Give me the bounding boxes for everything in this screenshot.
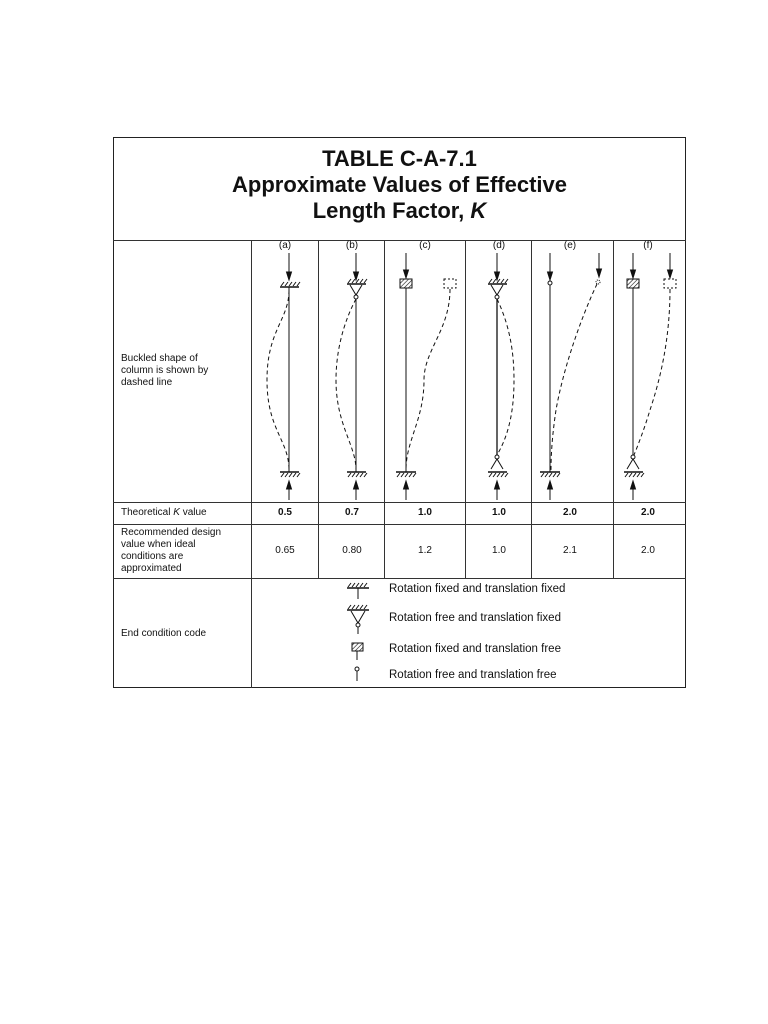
column-diagram-d (488, 253, 514, 500)
legend-symbol-free-free (355, 667, 359, 681)
legend-text-fixed-free: Rotation fixed and translation free (389, 643, 561, 655)
title-line-2: Approximate Values of Effective (232, 172, 567, 197)
theoretical-value-a: 0.5 (278, 507, 292, 518)
legend-symbol-free-fixed (347, 605, 369, 634)
recommended-label-line-1: Recommended design (121, 527, 222, 538)
theoretical-value-c: 1.0 (418, 507, 432, 518)
title-k-symbol: K (470, 198, 487, 223)
recommended-label-line-4: approximated (121, 563, 182, 574)
theoretical-value-b: 0.7 (345, 507, 359, 518)
title-line-1: TABLE C-A-7.1 (322, 146, 477, 171)
legend-symbol-fixed-free (352, 643, 363, 660)
theoretical-value-e: 2.0 (563, 507, 577, 518)
end-condition-label: End condition code (121, 628, 207, 639)
recommended-value-f: 2.0 (641, 545, 655, 556)
column-diagram-c (396, 253, 456, 500)
theoretical-value-d: 1.0 (492, 507, 506, 518)
column-diagram-f (624, 253, 676, 500)
column-label-b: (b) (345, 240, 359, 251)
theoretical-label-post: value (179, 507, 207, 518)
title-line-3-text: Length Factor, (312, 198, 471, 223)
column-label-c: (c) (419, 240, 431, 251)
column-label-a: (a) (278, 240, 292, 251)
buckled-label-line-2: column is shown by (121, 365, 209, 376)
theoretical-label-k: K (173, 507, 180, 518)
column-label-f: (f) (643, 240, 653, 251)
legend-text-free-free: Rotation free and translation free (389, 669, 557, 681)
recommended-value-b: 0.80 (342, 545, 362, 556)
buckled-label-line-3: dashed line (121, 377, 173, 388)
legend-symbol-fixed-fixed (347, 583, 369, 599)
theoretical-label-pre: Theoretical (121, 507, 174, 518)
legend-text-free-fixed: Rotation free and translation fixed (389, 612, 561, 624)
buckled-label-line-1: Buckled shape of (121, 353, 198, 364)
theoretical-value-f: 2.0 (641, 507, 655, 518)
recommended-label-line-2: value when ideal (121, 539, 196, 550)
column-label-e: (e) (563, 240, 577, 251)
recommended-value-e: 2.1 (563, 545, 577, 556)
column-diagram-a (267, 253, 300, 500)
recommended-value-d: 1.0 (492, 545, 506, 556)
column-label-d: (d) (492, 240, 506, 251)
recommended-value-a: 0.65 (275, 545, 295, 556)
recommended-label-line-3: conditions are (121, 551, 184, 562)
column-diagram-e (540, 253, 602, 500)
legend-text-fixed-fixed: Rotation fixed and translation fixed (389, 583, 566, 595)
recommended-value-c: 1.2 (418, 545, 432, 556)
column-diagram-b (336, 253, 367, 500)
